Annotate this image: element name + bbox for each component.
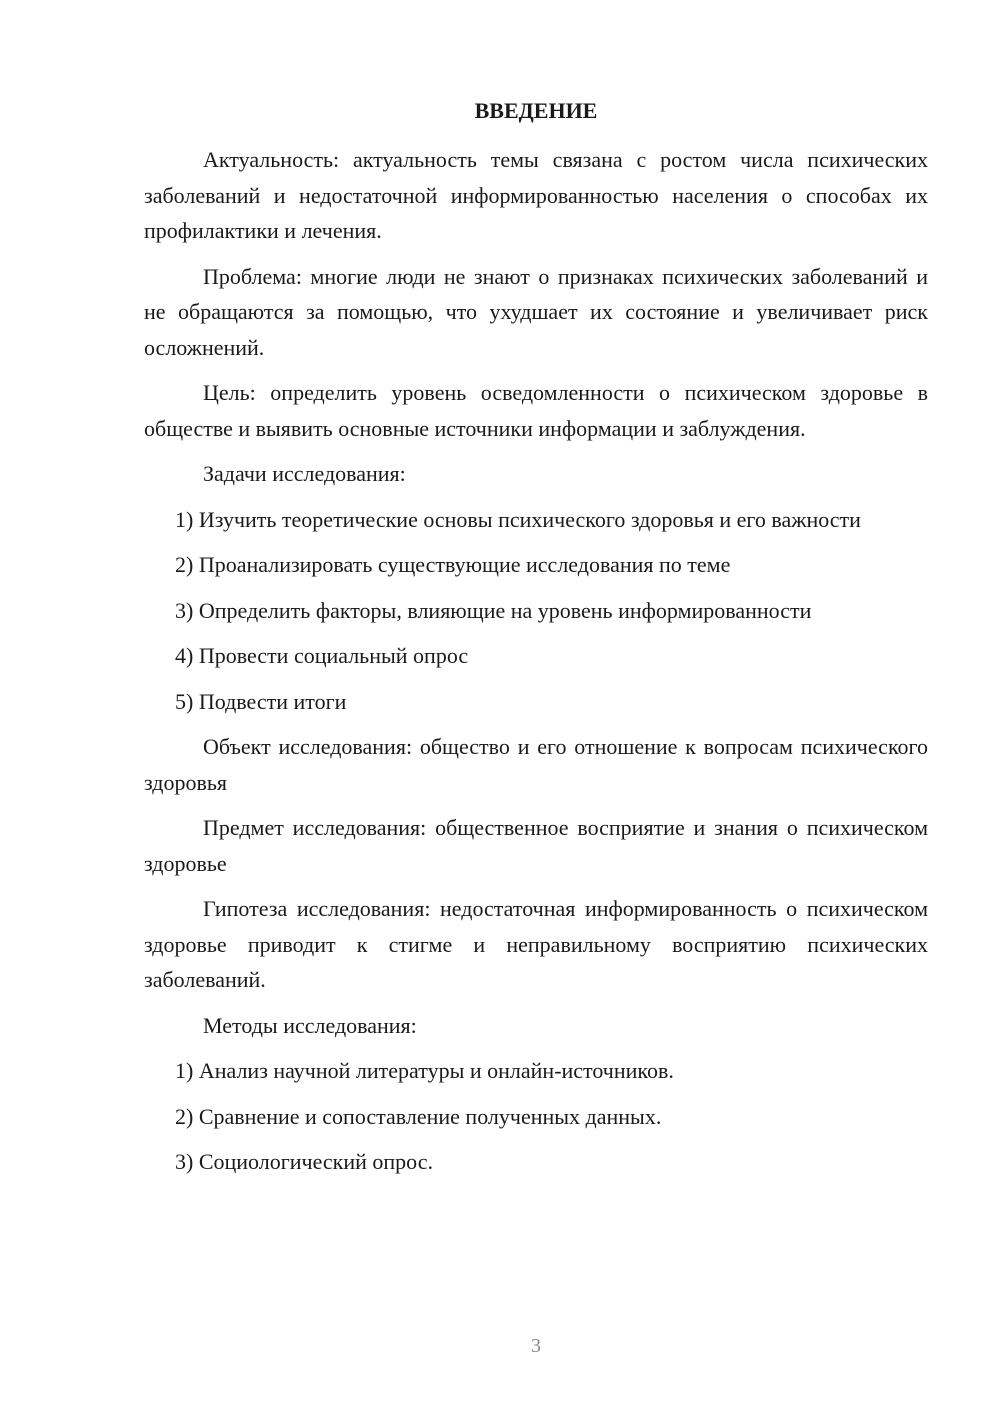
goal-paragraph: Цель: определить уровень осведомленности о психическом здоровье в обществе и выявить основные источники информации и заблуждения. [144, 380, 928, 441]
method-item: 2) Сравнение и сопоставление полученных данных. [175, 1103, 662, 1129]
hypothesis-paragraph: Гипотеза исследования: недостаточная информированность о психическом здоровье приводит к стигме и неправильному восприятию психических заболеваний. [144, 896, 928, 992]
object-paragraph: Объект исследования: общество и его отношение к вопросам психического здоровья [144, 734, 928, 795]
problem-paragraph: Проблема: многие люди не знают о признаках психических заболеваний и не обращаются за помощью, что ухудшает их состояние и увеличивает риск осложнений. [144, 263, 928, 360]
task-item: 2) Проанализировать существующие исследования по теме [175, 552, 731, 577]
task-item: 1) Изучить теоретические основы психического здоровья и его важности [175, 506, 861, 532]
task-item: 4) Провести социальный опрос [175, 643, 469, 668]
body-text [144, 142, 928, 1190]
task-item: 3) Определить факторы, влияющие на уровень информированности [175, 597, 812, 623]
relevance-paragraph: Актуальность: актуальность темы связана с ростом числа психических заболеваний и недостаточной информированностью населения о способах их профилактики и лечения. [144, 147, 928, 243]
subject-paragraph: Предмет исследования: общественное восприятие и знания о психическом здоровье [144, 815, 928, 876]
page-number: 3 [531, 1335, 541, 1357]
section-title: ВВЕДЕНИЕ [474, 98, 598, 123]
method-item: 3) Социологический опрос. [175, 1149, 433, 1174]
tasks-heading: Задачи исследования: [203, 461, 406, 486]
method-item: 1) Анализ научной литературы и онлайн-источников. [175, 1058, 674, 1083]
task-item: 5) Подвести итоги [175, 688, 347, 714]
methods-heading: Методы исследования: [203, 1012, 417, 1038]
